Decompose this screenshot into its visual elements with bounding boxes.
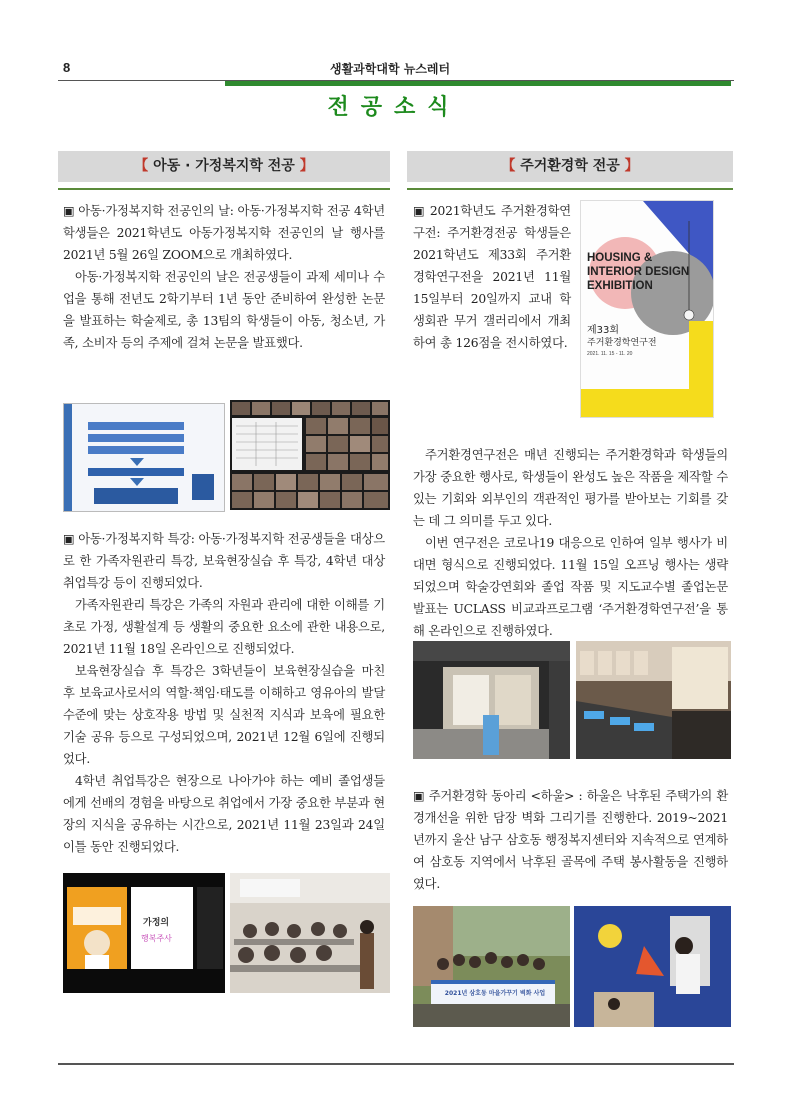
- left-block2-para4: 4학년 취업특강은 현장으로 나아가야 하는 예비 졸업생들에게 선배의 경험을 바탕으로 취업에서 가장 중요한 부분과 현장의 지식을 공유하는 시간으로, 2021년 11월 23일과 24일 이틀 동안 진행되었다.: [63, 774, 385, 854]
- exhibition-models-photo: [576, 641, 731, 759]
- happy-photo-text: 행복주사: [141, 934, 172, 943]
- poster-title-korean: 주거환경학연구전: [587, 338, 657, 348]
- zoom-gallery-screenshot: [230, 400, 390, 510]
- heading-bracket-close: 】: [624, 158, 639, 174]
- right-heading-text: 주거환경학 전공: [515, 158, 625, 174]
- right-block-2: [413, 785, 728, 895]
- left-block2-para1: ▣ 아동·가정복지학 특강: 아동·가정복지학 전공생들을 대상으로 한 가족자원관리 특강, 보육현장실습 후 특강, 4학년 대상 취업특강 등이 진행되었다.: [63, 532, 385, 590]
- left-block2-para3: 보육현장실습 후 특강은 3학년들이 보육현장실습을 마친 후 보육교사로서의 역할·책임·태도를 이해하고 영유아의 발달수준에 맞는 상호작용 방법 및 실천적 지식과 보육에 필요한 기술 공유 등으로 구성되었으며, 2021년 12월 6일에 진행되었다.: [63, 664, 385, 766]
- mural-painting-photo: [574, 906, 731, 1027]
- left-block-1: [63, 200, 385, 354]
- career-photo-text: 가정의: [143, 918, 170, 928]
- right-block1-para3: 이번 연구전은 코로나19 대응으로 인하여 일부 행사가 비대면 형식으로 진행되었다. 11월 15일 오프닝 행사는 생략되었으며 학술강연회와 졸업 작품 및 지도교수별 졸업논문 발표는 UCLASS 비교과프로그램 ‘주거환경학연구전’을 통해 온라인으로 진행하였다.: [413, 536, 728, 638]
- heading-bracket-open: 【: [134, 158, 149, 174]
- poster-edition: 제33회: [587, 325, 620, 336]
- right-block1-para1: ▣ 2021학년도 주거환경학연구전: 주거환경전공 학생들은 2021학년도 제33회 주거환경학연구전을 2021년 11월 15일부터 20일까지 교내 학생회관 무거 갤러리에서 개최하여 총 126점을 전시하였다.: [413, 204, 571, 350]
- left-block2-para2: 가족자원관리 특강은 가족의 자원과 관리에 대한 이해를 기초로 가정, 생활설계 등 생활의 중요한 요소에 관한 내용으로, 2021년 11월 18일 온라인으로 진행되었다.: [63, 598, 385, 656]
- header-accent-bar: [225, 81, 731, 86]
- zoom-presentation-slide-photo: [63, 403, 225, 512]
- poster-title-line3: EXHIBITION: [587, 280, 653, 292]
- left-block1-para2: 아동·가정복지학 전공인의 날은 전공생들이 과제 세미나 수업을 통해 전년도 2학기부터 1년 동안 준비하여 완성한 논문을 발표하는 학술제로, 총 13팀의 학생들이 아동, 청소년, 가족, 소비자 등의 주제에 걸쳐 논문을 발표했다.: [63, 270, 385, 350]
- gallery-entrance-photo: [413, 641, 570, 759]
- right-block1-para2: 주거환경연구전은 매년 진행되는 주거환경학과 학생들의 가장 중요한 행사로, 학생들이 완성도 높은 작품을 제작할 수 있는 기회와 외부인의 객관적인 평가를 받아보는 기회를 갖는 데 그 의미를 두고 있다.: [413, 448, 728, 528]
- poster-dates: 2021. 11. 15 - 11. 20: [587, 351, 633, 357]
- classroom-lecture-photo: [230, 873, 390, 993]
- poster-title-line2: INTERIOR DESIGN: [587, 266, 690, 278]
- career-lecture-screen-photo: [63, 873, 225, 993]
- heading-bracket-open: 【: [501, 158, 516, 174]
- right-column-heading: [407, 151, 733, 182]
- left-block1-para1: ▣ 아동·가정복지학 전공인의 날: 아동·가정복지학 전공 4학년 학생들은 2021학년도 아동가정복지학 전공인의 날 행사를 2021년 5월 26일 ZOOM으로 개최하였다.: [63, 204, 385, 262]
- page-number: 8: [63, 60, 71, 75]
- left-block-2: [63, 528, 385, 858]
- right-block-1-wide: [413, 444, 728, 642]
- exhibition-poster: [580, 200, 714, 418]
- volunteer-group-photo: [413, 906, 570, 1027]
- section-title: 전공소식: [327, 95, 461, 120]
- footer-divider: [58, 1063, 734, 1065]
- heading-bracket-close: 】: [299, 158, 314, 174]
- poster-title-line1: HOUSING &: [587, 252, 653, 264]
- left-column-heading: [58, 151, 390, 182]
- left-heading-text: 아동 · 가정복지학 전공: [148, 158, 300, 174]
- right-heading-underline: [407, 188, 733, 190]
- right-block2-para1: ▣ 주거환경학 동아리 <하울> : 하울은 낙후된 주택가의 환경개선을 위한 담장 벽화 그리기를 진행한다. 2019~2021년까지 울산 남구 삼호동 행정복지센터와 지속적으로 연계하여 삼호동 지역에서 낙후된 골목에 주택 봉사활동을 진행하였다.: [413, 789, 728, 891]
- newsletter-name: 생활과학대학 뉴스레터: [330, 62, 451, 76]
- mural-banner-text: 2021년 삼호동 마을가꾸기 벽화 사업: [444, 990, 546, 997]
- right-block-1-narrow: [413, 200, 571, 354]
- left-heading-underline: [58, 188, 390, 190]
- poster-title: [587, 251, 689, 293]
